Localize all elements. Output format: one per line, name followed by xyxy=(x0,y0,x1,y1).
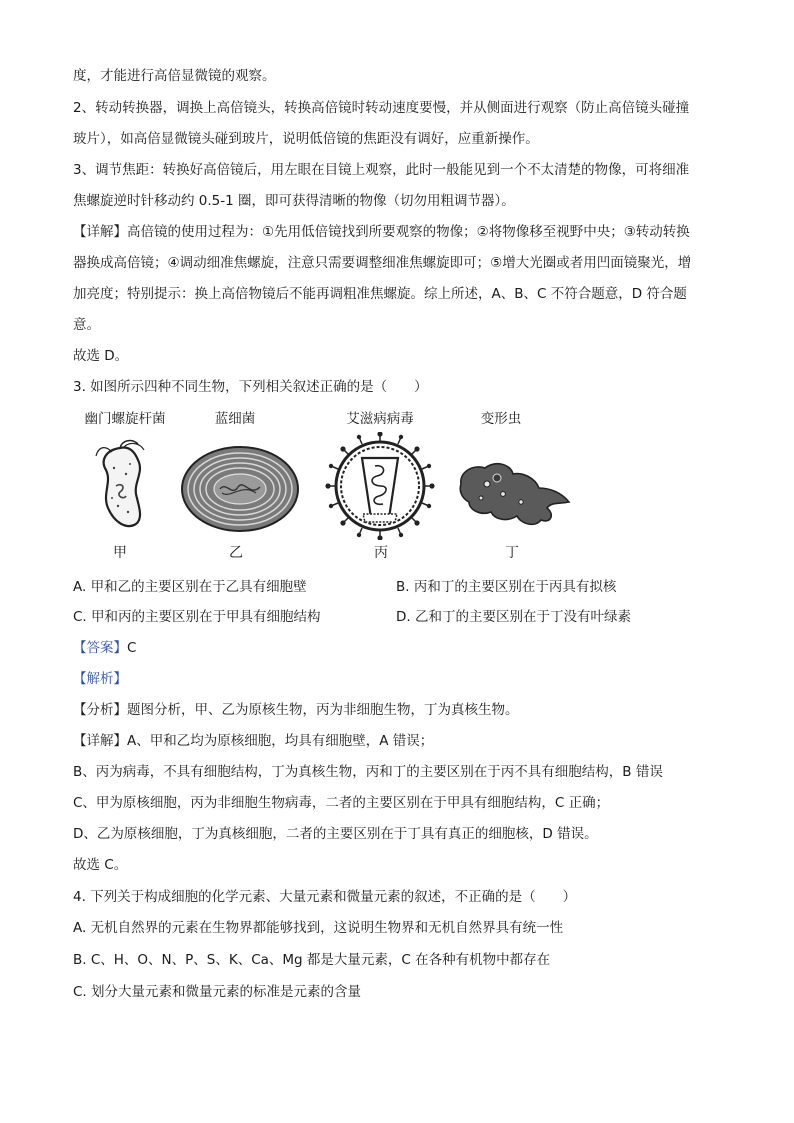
paragraph-line: 2、转动转换器，调换上高倍镜头，转换高倍镜时转动速度要慢，并从侧面进行观察（防止高倍镜头碰撞 xyxy=(73,100,690,116)
question-3-stem: 3. 如图所示四种不同生物，下列相关叙述正确的是（ ） xyxy=(73,379,428,395)
paragraph-line: 器换成高倍镜；④调动细准焦螺旋，注意只需要调整细准焦螺旋即可；⑤增大光圈或者用凹面镜聚光，增 xyxy=(73,255,692,271)
q3-option-d: D. 乙和丁的主要区别在于丁没有叶绿素 xyxy=(396,609,631,625)
organism-letter-yi: 乙 xyxy=(229,545,243,561)
q4-option-a: A. 无机自然界的元素在生物界都能够找到，这说明生物界和无机自然界具有统一性 xyxy=(73,920,564,936)
q4-option-c: C. 划分大量元素和微量元素的标准是元素的含量 xyxy=(73,984,362,1000)
q3-conclusion: 故选 C。 xyxy=(73,857,128,873)
q3-d-explanation: D、乙为原核细胞，丁为真核细胞，二者的主要区别在于丁具有真正的细胞核，D 错误。 xyxy=(73,826,598,842)
amoeba-illustration xyxy=(455,458,573,530)
hiv-virus-illustration xyxy=(325,432,435,540)
q4-option-b: B. C、H、O、N、P、S、K、Ca、Mg 都是大量元素，C 在各种有机物中都存在 xyxy=(73,952,551,968)
helicobacter-illustration xyxy=(92,438,152,538)
q3-xiangjie: 【详解】A、甲和乙均为原核细胞，均具有细胞壁，A 错误； xyxy=(73,733,434,749)
answer-value: C xyxy=(127,640,137,656)
q3-analysis-tag: 【解析】 xyxy=(73,671,127,687)
organism-letter-bing: 丙 xyxy=(374,545,388,561)
q3-option-b: B. 丙和丁的主要区别在于丙具有拟核 xyxy=(396,579,617,595)
paragraph-line: 【详解】高倍镜的使用过程为：①先用低倍镜找到所要观察的物像；②将物像移至视野中央；③转动转换 xyxy=(73,224,690,240)
organism-name-hiv: 艾滋病病毒 xyxy=(346,411,414,427)
q3-option-c: C. 甲和丙的主要区别在于甲具有细胞结构 xyxy=(73,609,321,625)
answer-tag: 【答案】 xyxy=(73,640,127,656)
q3-answer xyxy=(73,638,136,658)
cyanobacteria-illustration xyxy=(180,445,300,533)
organism-name-cyanobacteria: 蓝细菌 xyxy=(214,411,256,427)
organism-name-helicobacter: 幽门螺旋杆菌 xyxy=(84,411,166,427)
paragraph-line: 意。 xyxy=(73,317,100,333)
q3-c-explanation: C、甲为原核细胞，丙为非细胞生物病毒，二者的主要区别在于甲具有细胞结构，C 正确； xyxy=(73,795,610,811)
organism-letter-jia: 甲 xyxy=(113,545,127,561)
paragraph-line: 故选 D。 xyxy=(73,348,129,364)
q3-option-a: A. 甲和乙的主要区别在于乙具有细胞壁 xyxy=(73,579,307,595)
paragraph-line: 玻片），如高倍显微镜头碰到玻片，说明低倍镜的焦距没有调好，应重新操作。 xyxy=(73,131,539,147)
paragraph-line: 3、调节焦距：转换好高倍镜后，用左眼在目镜上观察，此时一般能见到一个不太清楚的物像，可将细准 xyxy=(73,162,690,178)
paragraph-line: 加亮度；特别提示：换上高倍物镜后不能再调粗准焦螺旋。综上所述，A、B、C 不符合题意，D 符合题 xyxy=(73,286,687,302)
paragraph-line: 焦螺旋逆时针移动约 0.5-1 圈，即可获得清晰的物像（切勿用粗调节器）。 xyxy=(73,193,515,209)
organism-name-amoeba: 变形虫 xyxy=(480,411,522,427)
paragraph-line: 度，才能进行高倍显微镜的观察。 xyxy=(73,68,276,84)
q3-fenxi: 【分析】题图分析，甲、乙为原核生物，丙为非细胞生物，丁为真核生物。 xyxy=(73,702,519,718)
organism-letter-ding: 丁 xyxy=(505,545,519,561)
q3-b-explanation: B、丙为病毒，不具有细胞结构，丁为真核生物，丙和丁的主要区别在于丙不具有细胞结构，B 错误 xyxy=(73,764,663,780)
question-4-stem: 4. 下列关于构成细胞的化学元素、大量元素和微量元素的叙述，不正确的是（ ） xyxy=(73,889,577,905)
